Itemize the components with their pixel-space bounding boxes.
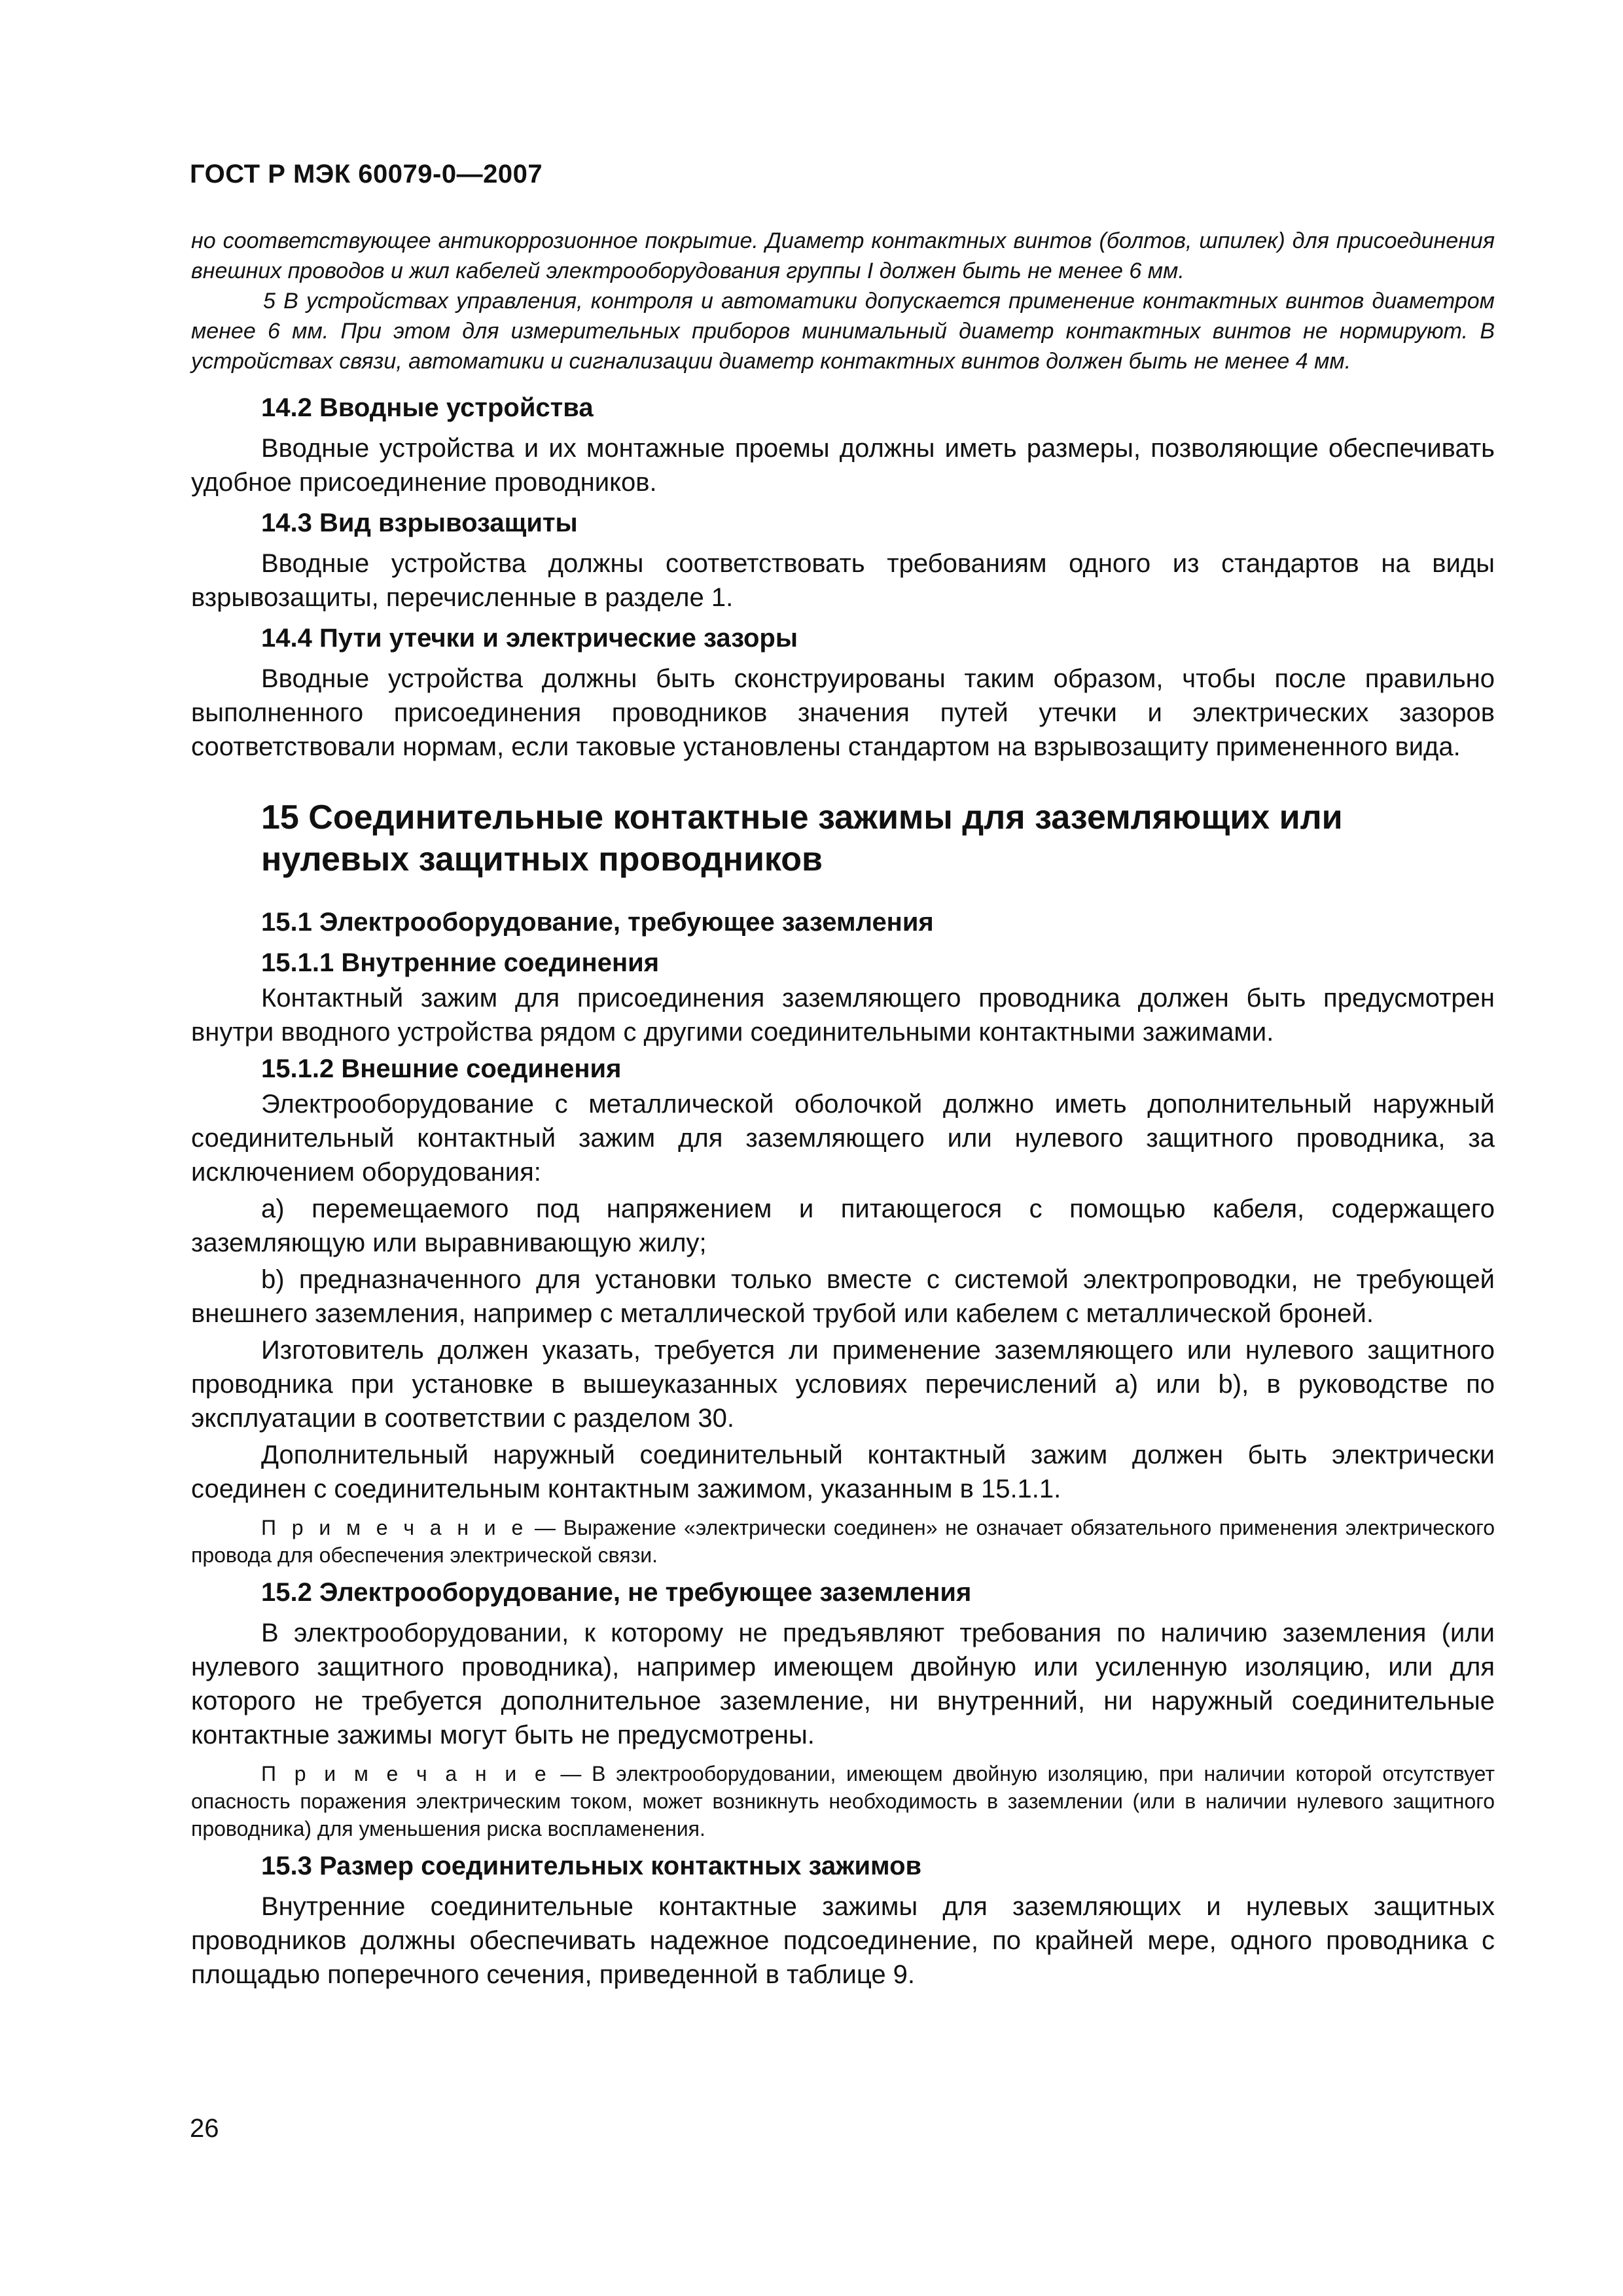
- section-heading-14-3: 14.3 Вид взрывозащиты: [261, 509, 578, 537]
- note-15-2: [191, 1760, 1495, 1842]
- note-label: П р и м е ч а н и е: [261, 1516, 527, 1539]
- note-15-1-2: [191, 1514, 1495, 1569]
- section-text-14-4: Вводные устройства должны быть сконструированы таким образом, чтобы после правильно выполненного присоединения проводников значения путей утечки и электрических зазоров соответствовали нормам, если таковые установлены стандартом на взрывозащиту примененного вида.: [191, 664, 1495, 761]
- section-text-15-1-2-additional: Дополнительный наружный соединительный контактный зажим должен быть электрически соединен с соединительным контактным зажимом, указанным в 15.1.1.: [191, 1441, 1495, 1503]
- list-item-a: а) перемещаемого под напряжением и питающегося с помощью кабеля, содержащего заземляющую или выравнивающую жилу;: [191, 1194, 1495, 1257]
- section-text-15-2: В электрооборудовании, к которому не предъявляют требования по наличию заземления (или нулевого защитного проводника), например имеющем двойную или усиленную изоляцию, или для которого не требуется дополнительное заземление, ни внутренний, ни наружный соединительные контактные зажимы могут быть не предусмотрены.: [191, 1619, 1495, 1749]
- page-content: [191, 226, 1495, 1994]
- list-item-b: b) предназначенного для установки только вместе с системой электропроводки, не требующей внешнего заземления, например с металлической трубой или кабелем с металлической броней.: [191, 1265, 1495, 1328]
- intro-note-continuation: но соответствующее антикоррозионное покрытие. Диаметр контактных винтов (болтов, шпилек) для присоединения внешних проводов и жил кабелей электрооборудования группы I должен быть не менее 6 мм.: [191, 228, 1495, 283]
- section-heading-15: 15 Соединительные контактные зажимы для заземляющих или нулевых защитных проводников: [261, 798, 1343, 878]
- section-text-15-1-1: Контактный зажим для присоединения заземляющего проводника должен быть предусмотрен внутри вводного устройства рядом с другими соединительными контактными зажимами.: [191, 984, 1495, 1047]
- page-number: 26: [190, 2114, 219, 2143]
- section-text-15-3: Внутренние соединительные контактные зажимы для заземляющих и нулевых защитных проводников должны обеспечивать надежное подсоединение, по крайней мере, одного проводника с площадью поперечного сечения, приведенной в таблице 9.: [191, 1892, 1495, 1989]
- section-text-14-3: Вводные устройства должны соответствовать требованиям одного из стандартов на виды взрывозащиты, перечисленные в разделе 1.: [191, 549, 1495, 612]
- section-heading-15-2: 15.2 Электрооборудование, не требующее заземления: [261, 1578, 972, 1607]
- section-heading-14-4: 14.4 Пути утечки и электрические зазоры: [261, 624, 798, 653]
- intro-note-5: 5 В устройствах управления, контроля и автоматики допускается применение контактных винтов диаметром менее 6 мм. При этом для измерительных приборов минимальный диаметр контактных винтов не нормируют. В устройствах связи, автоматики и сигнализации диаметр контактных винтов должен быть не менее 4 мм.: [191, 289, 1495, 374]
- section-heading-15-3: 15.3 Размер соединительных контактных зажимов: [261, 1852, 922, 1880]
- section-heading-15-1-1: 15.1.1 Внутренние соединения: [261, 948, 660, 977]
- document-header: ГОСТ Р МЭК 60079-0—2007: [190, 160, 543, 188]
- section-heading-15-1: 15.1 Электрооборудование, требующее заземления: [261, 908, 934, 937]
- section-text-15-1-2-intro: Электрооборудование с металлической оболочкой должно иметь дополнительный наружный соединительный контактный зажим для заземляющего или нулевого защитного проводника, за исключением оборудования:: [191, 1090, 1495, 1187]
- section-heading-14-2: 14.2 Вводные устройства: [261, 393, 594, 422]
- note-text: — Выражение «электрически соединен» не означает обязательного применения электрического провода для обеспечения электрической связи.: [191, 1516, 1495, 1567]
- note-text: — В электрооборудовании, имеющем двойную изоляцию, при наличии которой отсутствует опасность поражения электрическим током, может возникнуть необходимость в заземлении (или в наличии нулевого защитного проводника) для уменьшения риска воспламенения.: [191, 1762, 1495, 1840]
- section-text-14-2: Вводные устройства и их монтажные проемы должны иметь размеры, позволяющие обеспечивать удобное присоединение проводников.: [191, 434, 1495, 497]
- section-text-15-1-2-manufacturer: Изготовитель должен указать, требуется ли применение заземляющего или нулевого защитного проводника при установке в вышеуказанных условиях перечислений а) или b), в руководстве по эксплуатации в соответствии с разделом 30.: [191, 1336, 1495, 1433]
- section-heading-15-1-2: 15.1.2 Внешние соединения: [261, 1054, 622, 1083]
- note-label: П р и м е ч а н и е: [261, 1762, 550, 1785]
